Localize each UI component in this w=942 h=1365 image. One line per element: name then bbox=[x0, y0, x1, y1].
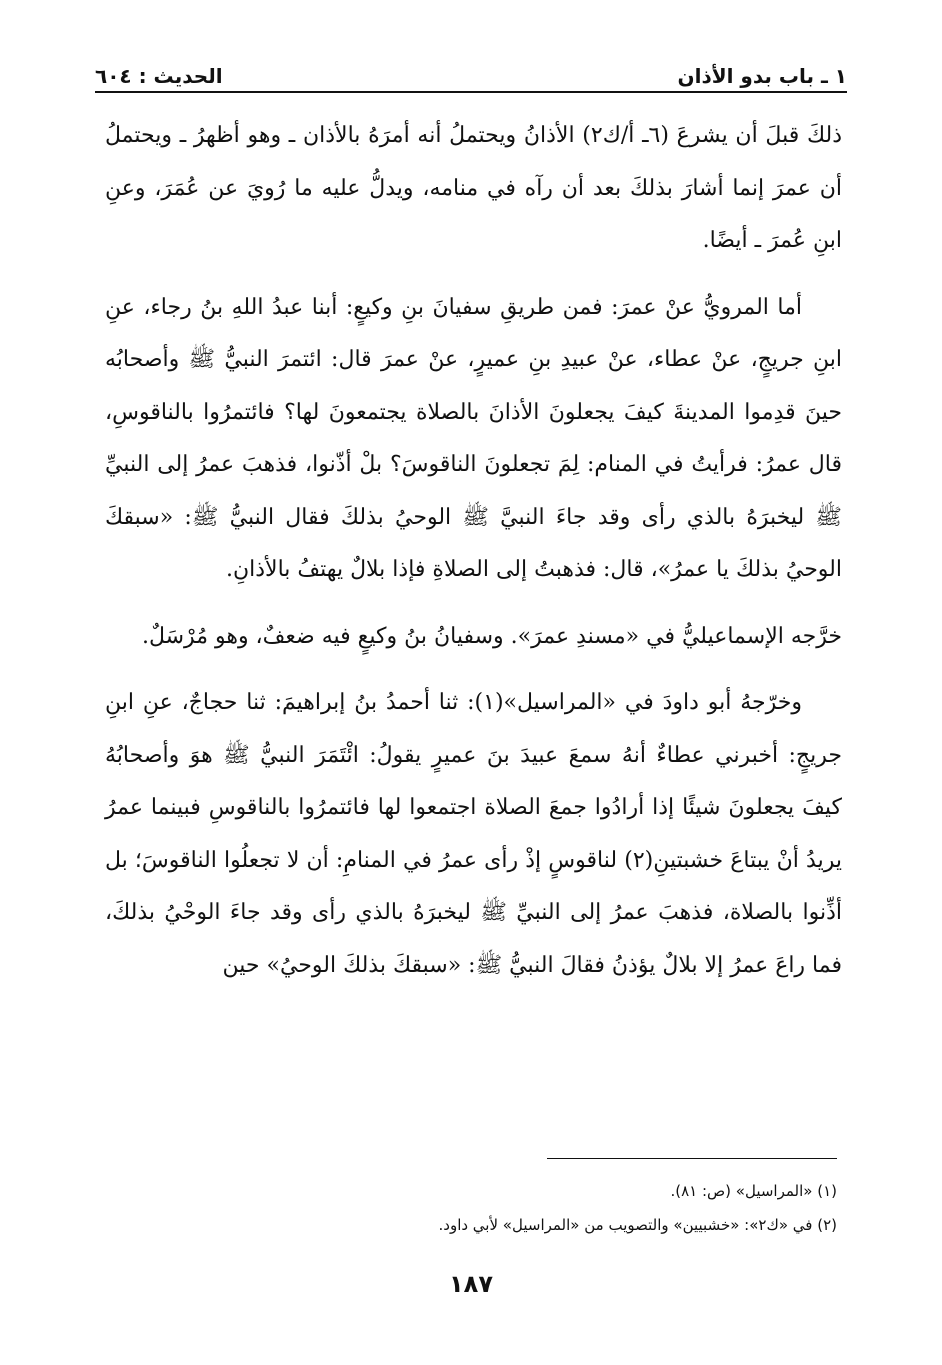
paragraph-2: أما المرويُّ عنْ عمرَ: فمن طريقِ سفيانَ بنِ وكيعٍ: أبنا عبدُ اللهِ بنُ رجاء، عنِ ابنِ جريجٍ، عنْ عطاء، عنْ عبيدِ بنِ عميرٍ، عنْ عمرَ قال: ائتمرَ النبيُّ ﷺ وأصحابُه حينَ قدِموا المدينةَ كيفَ يجعلونَ الأذانَ بالصلاة يجتمعونَ لها؟ فائتمرُوا بالناقوسِ، قال عمرُ: فرأيتُ في المنام: لِمَ تجعلونَ الناقوسَ؟ بلْ أذّنوا، فذهبَ عمرُ إلى النبيِّ ﷺ ليخبرَهُ بالذي رأى وقد جاءَ النبيَّ ﷺ الوحيُ بذلكَ فقال النبيُّ ﷺ: «سبقكَ الوحيُ بذلكَ يا عمرُ»، قال: فذهبتُ إلى الصلاةِ فإذا بلالٌ يهتفُ بالأذانِ. bbox=[105, 294, 842, 582]
paragraph-1: ذلكَ قبلَ أن يشرعَ (٦ـ أ/ك٢) الأذانُ ويحتملُ أنه أمرَهُ بالأذان ـ وهو أظهرُ ـ ويحتملُ أن عمرَ إنما أشارَ بذلكَ بعد أن رآه في منامه، ويدلُّ عليه ما رُويَ عن عُمَرَ، وعنِ ابنِ عُمرَ ـ أيضًا. bbox=[105, 123, 842, 253]
running-header bbox=[95, 54, 847, 88]
header-divider bbox=[95, 91, 847, 93]
footnote-divider bbox=[547, 1158, 837, 1159]
footnote-2: (٢) في «ك٢»: «خشبيين» والتصويب من «المراسيل» لأبي داود. bbox=[438, 1216, 837, 1234]
footnote-1: (١) «المراسيل» (ص: ٨١). bbox=[670, 1182, 837, 1200]
footnotes bbox=[105, 1174, 837, 1242]
paragraph-3: خرَّجه الإسماعيليُّ في «مسندِ عمرَ». وسفيانُ بنُ وكيعٍ فيه ضعفٌ، وهو مُرْسَلٌ. bbox=[141, 623, 842, 649]
chapter-title: ١ ـ باب بدو الأذان bbox=[677, 64, 847, 88]
paragraph-4: وخرّجهُ أبو داودَ في «المراسيل»(١): ثنا أحمدُ بنُ إبراهيمَ: ثنا حجاجٌ، عنِ ابنِ جريجٍ: أخبرني عطاءٌ أنهُ سمعَ عبيدَ بنَ عميرٍ يقولُ: ائْتَمَرَ النبيُّ ﷺ هوَ وأصحابُهُ كيفَ يجعلونَ شيئًا إذا أرادُوا جمعَ الصلاة اجتمعوا لها فائتمرُوا بالناقوسِ فبينما عمرُ يريدُ أنْ يبتاعَ خشبتينِ(٢) لناقوسٍ إذْ رأى عمرُ في المنامِ: أن لا تجعلُوا الناقوسَ؛ بل أذِّنوا بالصلاة، فذهبَ عمرُ إلى النبيِّ ﷺ ليخبرَهُ بالذي رأى وقد جاءَ الوحْيُ بذلكَ، فما راعَ عمرُ إلا بلالٌ يؤذنُ فقالَ النبيُّ ﷺ: «سبقكَ بذلكَ الوحيُ» حين bbox=[105, 690, 842, 978]
page-number: ١٨٧ bbox=[449, 1270, 493, 1298]
main-text bbox=[105, 110, 842, 1006]
hadith-number-label: الحديث : ٦٠٤ bbox=[95, 64, 223, 88]
